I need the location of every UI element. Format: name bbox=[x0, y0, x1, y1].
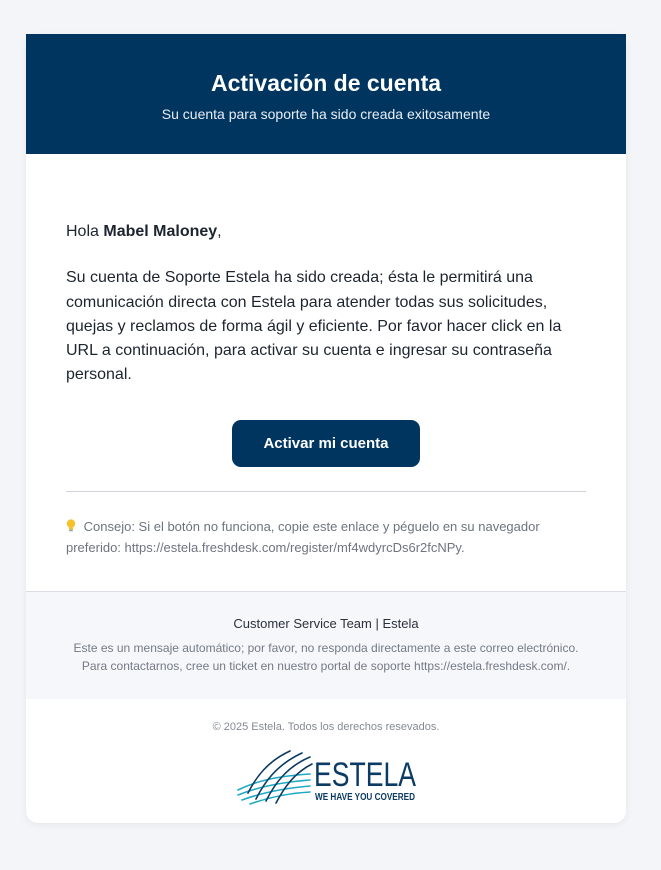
lightbulb-icon bbox=[66, 519, 80, 534]
user-name: Mabel Maloney bbox=[103, 223, 218, 240]
tip bbox=[66, 516, 586, 558]
copyright: © 2025 Estela. Todos los derechos resevados. bbox=[212, 721, 440, 733]
greeting bbox=[66, 220, 586, 244]
email-card bbox=[26, 34, 626, 823]
logo-name: ESTELA bbox=[314, 756, 417, 794]
email-body bbox=[26, 154, 626, 558]
email-title: Activación de cuenta bbox=[210, 70, 442, 96]
footer-note bbox=[26, 639, 626, 675]
email-subtitle: Su cuenta para soporte ha sido creada exitosamente bbox=[161, 106, 491, 122]
logo-tagline: WE HAVE YOU COVERED bbox=[315, 791, 416, 803]
greeting-prefix: Hola bbox=[66, 223, 104, 240]
activate-account-button[interactable]: Activar mi cuenta bbox=[232, 420, 420, 467]
button-wrapper bbox=[66, 420, 586, 467]
email-header bbox=[26, 34, 626, 154]
estela-logo bbox=[236, 749, 418, 805]
divider bbox=[66, 491, 586, 492]
footer-team: Customer Service Team | Estela bbox=[233, 616, 419, 631]
footer-note-line2: Para contactarnos, cree un ticket en nuestro portal de soporte https://estela.freshdesk.com/. bbox=[81, 659, 571, 673]
email-footer bbox=[26, 591, 626, 699]
tip-text: Consejo: Si el botón no funciona, copie este enlace y péguelo en su navegador preferido: https://estela.freshdesk.com/register/mf4wdyrcDs6r2fcNPy. bbox=[66, 518, 540, 555]
email-bottom bbox=[26, 699, 626, 823]
greeting-suffix: , bbox=[217, 223, 222, 240]
footer-note-line1: Este es un mensaje automático; por favor, no responda directamente a este correo electrónico. bbox=[73, 641, 579, 655]
message-text: Su cuenta de Soporte Estela ha sido creada; ésta le permitirá una comunicación directa con Estela para atender todas sus solicitudes, quejas y reclamos de forma ágil y eficiente. Por favor hacer click en la URL a continuación, para activar su cuenta e ingresar su contraseña personal. bbox=[66, 269, 562, 384]
